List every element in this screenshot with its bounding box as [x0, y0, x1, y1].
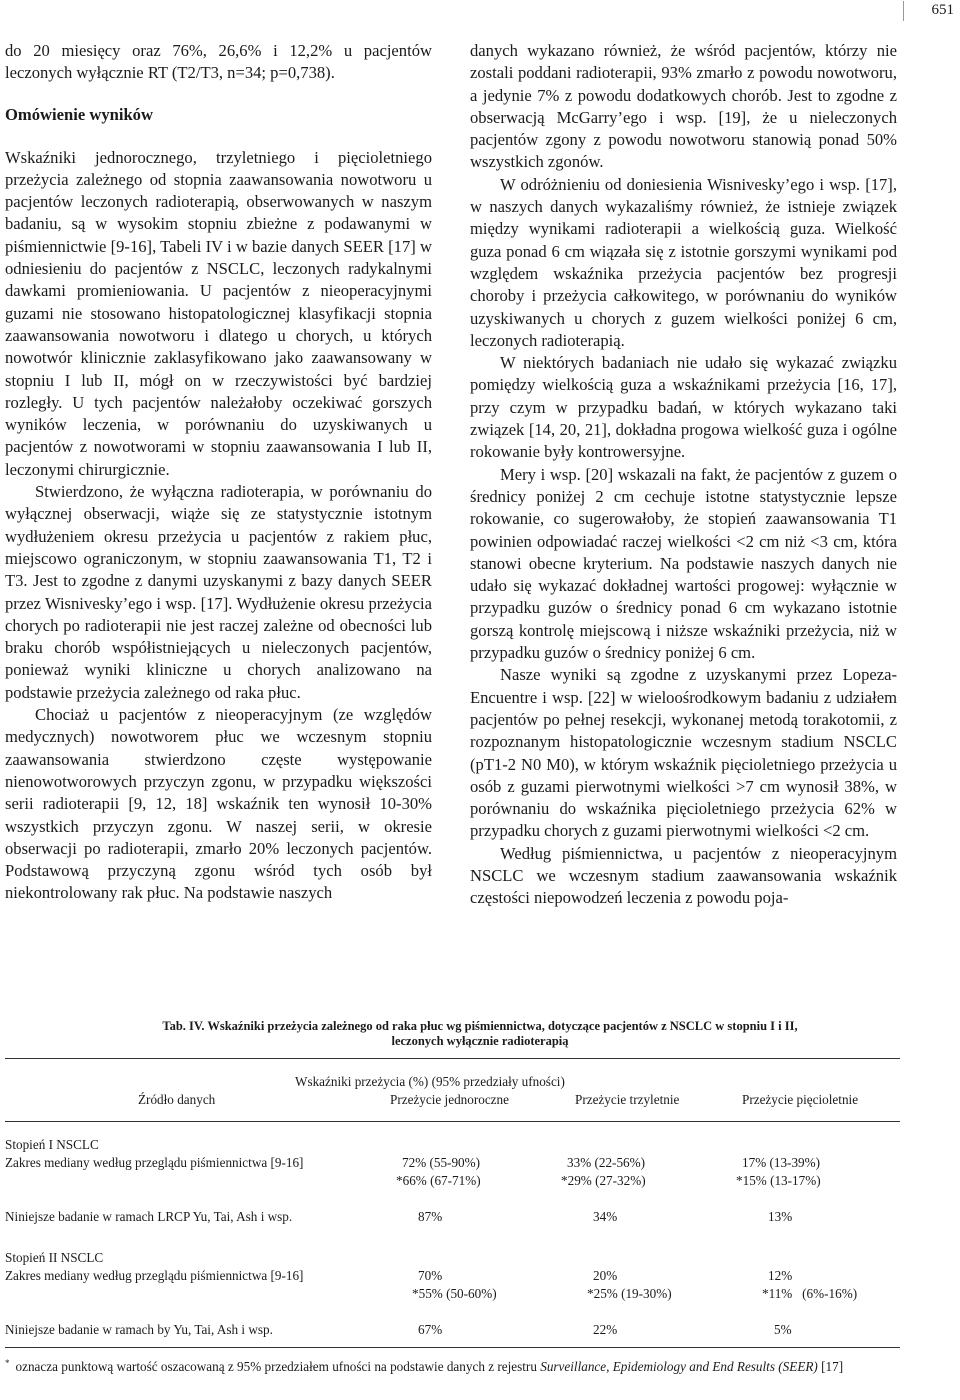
table-cell: 34%	[593, 1209, 618, 1224]
paragraph: Nasze wyniki są zgodne z uzyskanymi przez Lopeza-Encuentre i wsp. [22] w wieloośrodkowym badaniu z udziałem pacjentów po pełnej resekcji, wykonanej metodą torakotomii, z rozpoznanym histopatologicznie wczesnym stadium NSCLC (pT1-2 N0 M0), w którym wskaźnik pięcioletniego przeżycia u osób z guzami pierwotnymi wielkości >7 cm wynosił 38%, w porównaniu do wskaźnika pięcioletniego przeżycia 62% w przypadku chorych z guzami pierwotnymi wielkości <2 cm.	[470, 665, 897, 841]
table-cell: 70% *55% (50-60%)	[412, 1268, 497, 1301]
footnote-text: oznacza punktową wartość oszacowaną z 95% przedziałem ufności na podstawie danych z rejestru	[15, 1359, 537, 1374]
footnote-source: Surveillance, Epidemiology and End Results (SEER)	[540, 1359, 818, 1374]
page-number: 651	[903, 1, 956, 21]
column-header-source: Źródło danych	[138, 1092, 216, 1107]
right-column	[470, 40, 897, 910]
column-header-5yr: Przeżycie pięcioletnie	[742, 1092, 859, 1107]
table-cell: 5%	[774, 1322, 792, 1337]
paragraph: Stwierdzono, że wyłączna radioterapia, w porównaniu do wyłącznej obserwacji, wiąże się ze statystycznie istotnym wydłużeniem okresu przeżycia u pacjentów z rakiem płuc, miejscowo ograniczonym, w stopniu zaawansowania T1, T2 i T3. Jest to zgodne z danymi uzyskanymi z bazy danych SEER przez Wisnivesky’ego i wsp. [17]. Wydłużenie okresu przeżycia chorych po radioterapii nie jest raczej zależne od obecności lub braku chorób współistniejących u nieleczonych pacjentów, ponieważ wyniki kliniczne u chorych analizowano na podstawie przeżycia zależnego od raka płuc.	[5, 482, 432, 702]
table-row	[5, 1303, 900, 1347]
table-bottom-rule	[5, 1347, 900, 1348]
paragraph: W niektórych badaniach nie udało się wykazać związku pomiędzy wielkością guza a wskaźnikami przeżycia [16, 17], przy czym w przypadku badań, w których wykazano taki związek [14, 20, 21], dokładna progowa wielkość guza i ogólne rokowanie były kontrowersyjne.	[470, 353, 897, 462]
group-label: Stopień II NSCLC	[5, 1250, 104, 1265]
table-cell: 72% (55-90%) *66% (67-71%)	[396, 1155, 481, 1188]
table-group-header: Wskaźniki przeżycia (%) (95% przedziały ufności)	[295, 1074, 565, 1089]
table-caption	[95, 1019, 865, 1049]
table-cell-source: Niniejsze badanie w ramach LRCP Yu, Tai, Ash i wsp.	[5, 1209, 293, 1224]
table-row	[5, 1190, 900, 1226]
paragraph: Mery i wsp. [20] wskazali na fakt, że pacjentów z guzem o średnicy poniżej 2 cm cechuje istotne statystycznie lepsze rokowanie, co sugerowałoby, że stopień zaawansowania T1 powinien odpowiadać raczej wielkości <2 cm niż <3 cm, która stanowi obecne kryterium. Na podstawie naszych danych nie udało się wykazać dokładnej wartości progowej: wyłącznie w przypadku guzów o średnicy ponad 6 cm wykazano istotnie gorszą kontrolę miejscową i niższe wskaźniki przeżycia, niż w przypadku guzów o średnicy poniżej 6 cm.	[470, 464, 897, 663]
footnote	[5, 1358, 905, 1377]
footnote-ref: [17]	[821, 1359, 844, 1374]
table-caption-line: leczonych wyłącznie radioterapią	[391, 1034, 569, 1048]
table-cell: 67%	[418, 1322, 443, 1337]
table-cell: 20% *25% (19-30%)	[587, 1268, 672, 1301]
table-cell-source: Zakres mediany według przeglądu piśmiennictwa [9-16]	[5, 1155, 304, 1170]
paragraph: W odróżnieniu od doniesienia Wisnivesky’ego i wsp. [17], w naszych danych wykazaliśmy również, że istnieje związek między wynikami radioterapii a wielkością guza. Wielkość guza ponad 6 cm wiązała się z istotnie gorszymi wynikami pod względem wskaźnika przeżycia pacjentów bez progresji choroby i przeżycia całkowitego, w porównaniu do wyników uzyskiwanych u chorych z guzem wielkości poniżej 6 cm, leczonych radioterapią.	[470, 174, 897, 350]
table-cell: 33% (22-56%) *29% (27-32%)	[561, 1155, 646, 1188]
table-cell-source: Niniejsze badanie w ramach by Yu, Tai, Ash i wsp.	[5, 1322, 273, 1337]
paragraph: do 20 miesięcy oraz 76%, 26,6% i 12,2% u pacjentów leczonych wyłącznie RT (T2/T3, n=34; p=0,738).	[5, 41, 432, 83]
paragraph: Chociaż u pacjentów z nieoperacyjnym (ze względów medycznych) nowotworem płuc we wczesnym stopniu zaawansowania stwierdzono częste występowanie nienowotworowych przyczyn zgonu, w przypadku większości serii radioterapii [9, 12, 18] wskaźnik ten wynosił 10-30% wszystkich przyczyn zgonu. W naszej serii, w okresie obserwacji po radioterapii, zmarło 20% leczonych pacjentów. Podstawową przyczyną zgonu wśród tych osób był niekontrolowany rak płuc. Na podstawie naszych	[5, 705, 432, 903]
table-row	[5, 1154, 900, 1190]
table-cell: 12% *11% (6%-16%)	[762, 1268, 858, 1301]
table-cell: 13%	[768, 1209, 793, 1224]
table-cell-source: Zakres mediany według przeglądu piśmiennictwa [9-16]	[5, 1268, 304, 1283]
column-header-3yr: Przeżycie trzyletnie	[575, 1092, 680, 1107]
paragraph: danych wykazano również, że wśród pacjentów, którzy nie zostali poddani radioterapii, 93% zmarło z powodu nowotworu, a jedynie 7% z powodu dodatkowych chorób. Jest to zgodne z obserwacją McGarry’ego i wsp. [19], że u nieleczonych pacjentów zgony z powodu nowotworu stanowią ponad 50% wszystkich zgonów.	[470, 41, 897, 172]
paragraph: Według piśmiennictwa, u pacjentów z nieoperacyjnym NSCLC we wczesnym stadium zaawansowania wskaźnik częstości niepowodzeń leczenia z powodu poja-	[470, 843, 897, 908]
section-heading: Omówienie wyników	[5, 104, 153, 124]
table-caption-line: Tab. IV. Wskaźniki przeżycia zależnego od raka płuc wg piśmiennictwa, dotyczące pacjentów z NSCLC w stopniu I i II,	[162, 1019, 798, 1033]
paragraph: Wskaźniki jednorocznego, trzyletniego i pięcioletniego przeżycia zależnego od stopnia zaawansowania nowotworu u pacjentów leczonych radioterapią, obserwowanych w naszym badaniu, są w wysokim stopniu zbieżne z podawanymi w piśmiennictwie [9-16], Tabeli IV i w bazie danych SEER [17] w odniesieniu do pacjentów z NSCLC, leczonych radykalnymi dawkami promieniowania. U pacjentów z nieoperacyjnymi guzami nie stosowano histopatologicznej klasyfikacji stopnia zaawansowania nowotworu i dlatego u chorych, u których nowotwór klinicznie zaklasyfikowano jako zaawansowany w stopniu I lub II, mógł on w rzeczywistości być bardziej rozległy. U tych pacjentów należałoby oczekiwać gorszych wyników leczenia, w porównaniu do uzyskiwanych u pacjentów z nowotworami w stopniu zaawansowania I lub II, leczonymi chirurgicznie.	[5, 147, 432, 479]
table-row	[5, 1122, 900, 1154]
left-column	[5, 40, 432, 905]
table-cell: 22%	[593, 1322, 618, 1337]
column-header-1yr: Przeżycie jednoroczne	[390, 1092, 509, 1107]
survival-table	[5, 1058, 900, 1348]
table-row	[5, 1267, 900, 1303]
table-row	[5, 1226, 900, 1267]
footnote-mark: *	[5, 1358, 10, 1368]
table-cell: 87%	[418, 1209, 443, 1224]
group-label: Stopień I NSCLC	[5, 1137, 99, 1152]
table-cell: 17% (13-39%) *15% (13-17%)	[736, 1155, 821, 1188]
